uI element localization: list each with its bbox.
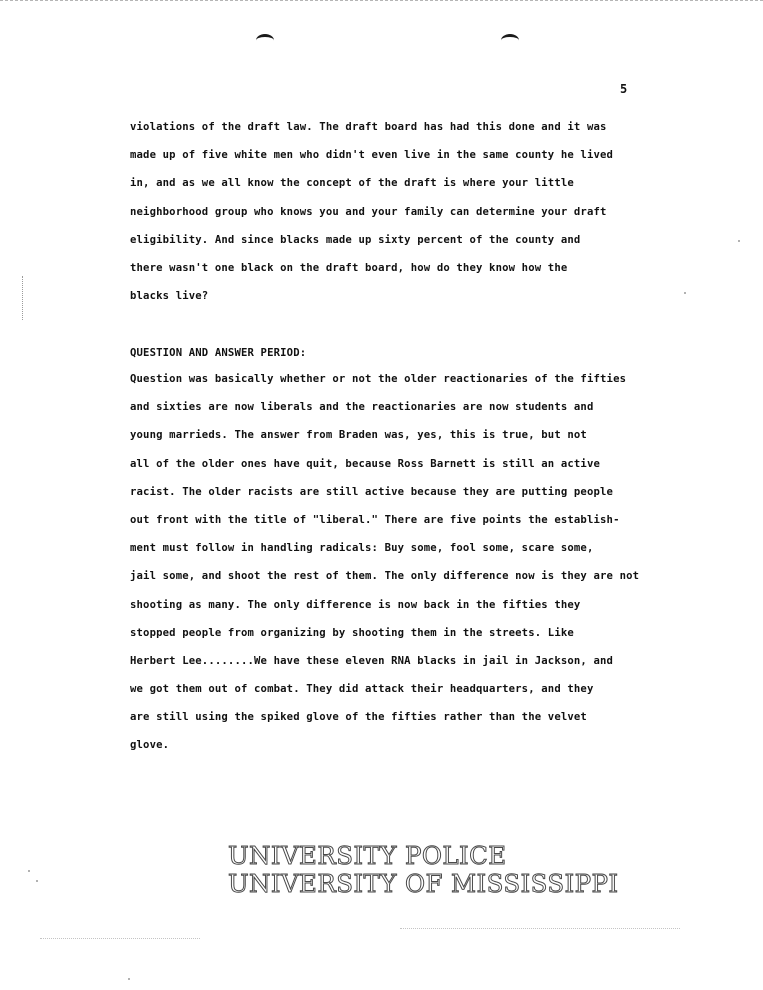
binder-hole-mark-left: [256, 34, 274, 47]
paragraph-draft-board: [130, 113, 710, 310]
text-line: and sixties are now liberals and the reactionaries are now students and: [130, 401, 594, 414]
university-police-stamp: [228, 842, 618, 898]
text-line: eligibility. And since blacks made up sixty percent of the county and: [130, 233, 581, 246]
text-line: there wasn't one black on the draft board, how do they know how the: [130, 261, 568, 274]
scan-speck: [28, 870, 30, 872]
stamp-line-1: UNIVERSITY POLICE: [228, 841, 507, 870]
section-heading: QUESTION AND ANSWER PERIOD:: [130, 347, 307, 359]
scan-noise: [40, 938, 200, 939]
text-line: jail some, and shoot the rest of them. The only difference now is they are not: [130, 570, 640, 583]
stamp-line-2: UNIVERSITY OF MISSISSIPPI: [228, 869, 619, 898]
scan-speck: [36, 880, 38, 882]
scan-speck: [684, 292, 686, 294]
scan-speck: [128, 978, 130, 980]
text-line: ment must follow in handling radicals: Buy some, fool some, scare some,: [130, 542, 594, 555]
scan-noise: [400, 928, 680, 929]
text-line: out front with the title of "liberal." There are five points the establish-: [130, 513, 620, 526]
text-line: racist. The older racists are still active because they are putting people: [130, 485, 614, 498]
text-line: made up of five white men who didn't even live in the same county he lived: [130, 149, 614, 162]
text-line: blacks live?: [130, 290, 209, 303]
text-line: in, and as we all know the concept of the draft is where your little: [130, 177, 574, 190]
text-line: young marrieds. The answer from Braden was, yes, this is true, but not: [130, 429, 587, 442]
text-line: Herbert Lee........We have these eleven RNA blacks in jail in Jackson, and: [130, 654, 614, 667]
binder-hole-mark-right: [501, 34, 519, 47]
text-line: all of the older ones have quit, because Ross Barnett is still an active: [130, 457, 601, 470]
text-line: violations of the draft law. The draft board has had this done and it was: [130, 121, 607, 133]
page-top-edge: [0, 0, 763, 1]
margin-scan-marks: [22, 276, 24, 320]
scan-speck: [738, 240, 740, 242]
text-line: glove.: [130, 739, 170, 752]
text-line: are still using the spiked glove of the fifties rather than the velvet: [130, 711, 587, 724]
page-number: 5: [620, 82, 628, 96]
text-line: Question was basically whether or not the older reactionaries of the fifties: [130, 373, 627, 385]
text-line: shooting as many. The only difference is now back in the fifties they: [130, 598, 581, 611]
question-answer-section: [130, 341, 710, 760]
text-line: stopped people from organizing by shooting them in the streets. Like: [130, 626, 574, 639]
text-line: we got them out of combat. They did attack their headquarters, and they: [130, 683, 594, 696]
text-line: neighborhood group who knows you and your family can determine your draft: [130, 205, 607, 218]
